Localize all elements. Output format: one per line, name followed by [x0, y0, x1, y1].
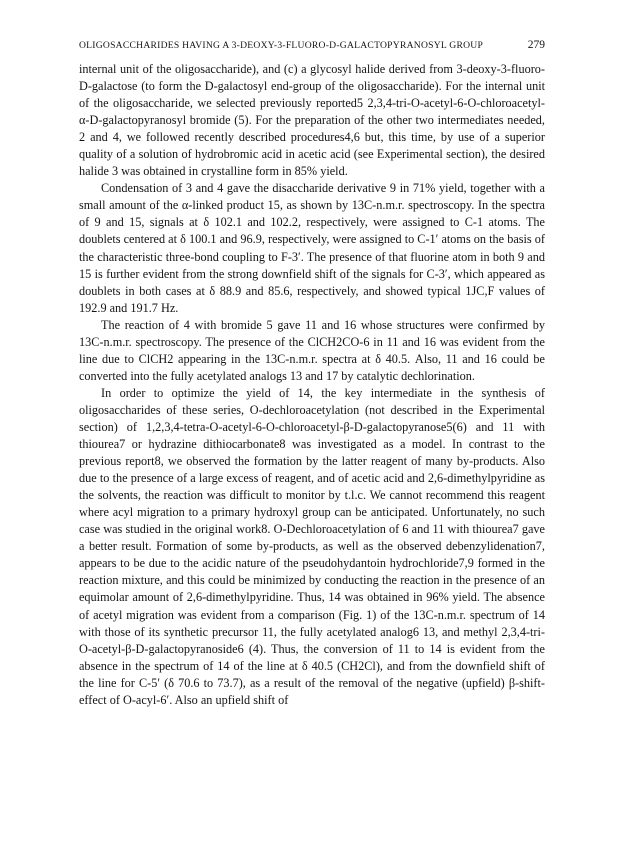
journal-page: [79, 38, 545, 709]
paragraph-2: Condensation of 3 and 4 gave the disaccharide derivative 9 in 71% yield, together with a small amount of the α-linked product 15, as shown by 13C-n.m.r. spectroscopy. In the spectra of 9 and 15, signals at δ 102.1 and 102.2, respectively, were assigned to C-1 atoms. The doublets centered at δ 100.1 and 96.9, respectively, were assigned to C-1′ atoms on the basis of the characteristic three-bond coupling to F-3′. The presence of that fluorine atom in both 9 and 15 is further evident from the strong downfield shift of the signals for C-3′, which appeared as doublets in both cases at δ 88.9 and 85.6, respectively, and showed typical 1JC,F values of 192.9 and 191.7 Hz.: [79, 181, 545, 315]
running-head-title: OLIGOSACCHARIDES HAVING A 3-DEOXY-3-FLUORO-D-GALACTOPYRANOSYL GROUP: [79, 40, 484, 51]
running-head: [79, 38, 545, 53]
paragraph-4: In order to optimize the yield of 14, the key intermediate in the synthesis of oligosaccharides of these series, O-dechloroacetylation (not described in the Experimental section) of 1,2,3,4-tetra-O-acetyl-6-O-chloroacetyl-β-D-galactopyranose5(6) and 11 with thiourea7 or hydrazine dithiocarbonate8 was investigated as a model. In contrast to the previous report8, we observed the formation by the latter reagent of many by-products. Also due to the presence of a large excess of reagent, and of acetic acid and 2,6-dimethylpyridine as the solvents, the reaction was difficult to monitor by t.l.c. We cannot recommend this reagent where acyl migration to a primary hydroxyl group can be anticipated. Unfortunately, no such case was studied in the original work8. O-Dechloroacetylation of 6 and 11 with thiourea7 gave a better result. Formation of some by-products, as well as the observed debenzylidenation7, appears to be due to the acidic nature of the pseudohydantoin hydrochloride7,9 formed in the reaction mixture, and this could be minimized by conducting the reaction in the presence of an equimolar amount of 2,6-dimethylpyridine. Thus, 14 was obtained in 96% yield. The absence of acetyl migration was evident from a comparison (Fig. 1) of the 13C-n.m.r. spectrum of 14 with those of its synthetic precursor 11, the fully acetylated analog6 13, and methyl 2,3,4-tri-O-acetyl-β-D-galactopyranoside6 (4). Thus, the conversion of 11 to 14 is evident from the absence in the spectrum of 14 of the line at δ 40.5 (CH2Cl), and from the downfield shift of the line for C-5′ (δ 70.6 to 73.7), as a result of the removal of the negative (upfield) β-shift-effect of O-acyl-6′. Also an upfield shift of: [79, 385, 545, 707]
paragraph-3: The reaction of 4 with bromide 5 gave 11 and 16 whose structures were confirmed by 13C-n.m.r. spectroscopy. The presence of the ClCH2CO-6 in 11 and 16 was evident from the line due to ClCH2 appearing in the 13C-n.m.r. spectra at δ 40.5. Also, 11 and 16 could be converted into the fully acetylated analogs 13 and 17 by catalytic dechlorination.: [79, 317, 545, 383]
paragraph-1: internal unit of the oligosaccharide), and (c) a glycosyl halide derived from 3-deoxy-3-fluoro-D-galactose (to form the D-galactosyl end-group of the oligosaccharide). For the internal unit of the oligosaccharide, we selected previously reported5 2,3,4-tri-O-acetyl-6-O-chloroacetyl-α-D-galactopyranosyl bromide (5). For the preparation of the other two intermediates needed, 2 and 4, we followed recently described procedures4,6 but, this time, by use of a superior quality of a solution of hydrobromic acid in acetic acid (see Experimental section), the desired halide 3 was obtained in crystalline form in 85% yield.: [79, 62, 545, 179]
page-number: 279: [527, 39, 545, 51]
